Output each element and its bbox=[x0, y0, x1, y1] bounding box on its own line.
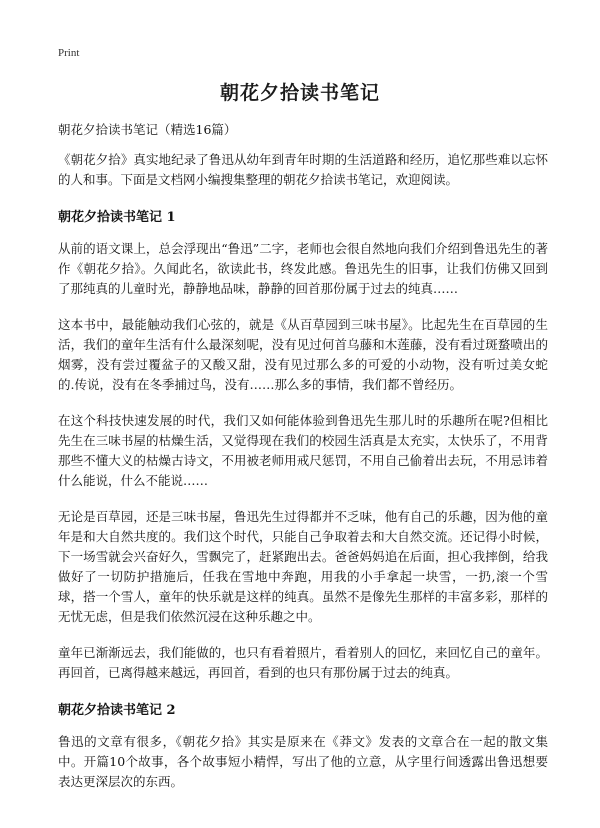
page-subtitle: 朝花夕拾读书笔记（精选16篇） bbox=[58, 122, 237, 137]
intro-paragraph: 《朝花夕拾》真实地纪录了鲁迅从幼年到青年时期的生活道路和经历，追忆那些难以忘怀的人和事。下面是文档网小编搜集整理的朝花夕拾读书笔记，欢迎阅读。 bbox=[58, 152, 548, 187]
paragraph: 鲁迅的文章有很多，《朝花夕拾》其实是原来在《莽文》发表的文章合在一起的散文集中。开篇10个故事，各个故事短小精悍，写出了他的立意，从字里行间透露出鲁迅想要表达更深层次的东西。 bbox=[58, 734, 548, 789]
paragraph: 无论是百草园，还是三味书屋，鲁迅先生过得都并不乏味，他有自己的乐趣，因为他的童年是和大自然共度的。我们这个时代，只能自己争取着去和大自然交流。还记得小时候，下一场雪就会兴奋好久，雪飘完了，赶紧跑出去。爸爸妈妈追在后面，担心我摔倒，给我做好了一切防护措施后，任我在雪地中奔跑，用我的小手拿起一块雪，一扔,滚一个雪球，搭一个雪人，童年的快乐就是这样的纯真。虽然不是像先生那样的丰富多彩，那样的无忧无虑，但是我们依然沉浸在这种乐趣之中。 bbox=[58, 509, 548, 624]
paragraph: 在这个科技快速发展的时代，我们又如何能体验到鲁迅先生那儿时的乐趣所在呢?但相比先生在三味书屋的枯燥生活，又觉得现在我们的校园生活真是太充实，太快乐了，不用背那些不懂大义的枯燥古诗文，不用被老师用戒尺惩罚，不用自己偷着出去玩，不用忌讳着什么能说，什么不能说…… bbox=[58, 413, 548, 488]
article-content bbox=[58, 150, 548, 808]
section-2-heading: 朝花夕拾读书笔记 2 bbox=[58, 703, 176, 718]
paragraph: 从前的语文课上，总会浮现出“鲁迅”二字，老师也会很自然地向我们介绍到鲁迅先生的著作《朝花夕拾》。久闻此名，欲读此书，终发此感。鲁迅先生的旧事，让我们仿佛又回到了那纯真的儿童时光，静静地品味，静静的回首那份属于过去的纯真…… bbox=[58, 241, 548, 296]
section-1-heading: 朝花夕拾读书笔记 1 bbox=[58, 210, 176, 225]
page-title: 朝花夕拾读书笔记 bbox=[219, 82, 380, 104]
paragraph: 这本书中，最能触动我们心弦的，就是《从百草园到三味书屋》。比起先生在百草园的生活，我们的童年生活有什么最深刻呢，没有见过何首乌藤和木莲藤，没有看过斑蝥喷出的烟雾，没有尝过覆盆子的又酸又甜，没有见过那么多的可爱的小动物，没有听过美女蛇的.传说，没有在冬季捕过鸟，没有……那么多的事情，我们都不曾经历。 bbox=[58, 317, 548, 392]
paragraph: 童年已渐渐远去，我们能做的，也只有看着照片，看着别人的回忆，来回忆自己的童年。再回首，已离得越来越远，再回首，看到的也只有那份属于过去的纯真。 bbox=[58, 645, 548, 680]
print-label[interactable]: Print bbox=[58, 47, 80, 59]
